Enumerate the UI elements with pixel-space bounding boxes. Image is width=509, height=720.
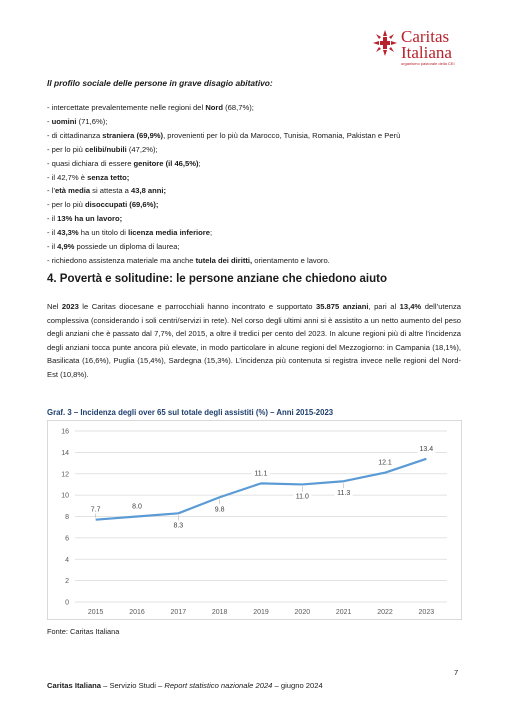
section-paragraph: Nel 2023 le Caritas diocesane e parrocchiali hanno incontrato e supportato 35.875 anziani, pari al 13,4% dell’utenza complessiva (considerando i soli centri/servizi in rete). Nel corso degli ultimi anni si è assistito a un netto aumento del peso degli anziani che è passato dal 7,7%, del 2015, a oltre il tredici per cento del 2023. In alcune regioni più di altre l’incidenza degli anziani tocca punte ancora più elevate, in modo particolare in alcune regioni del Mezzogiorno: in Campania (18,1%), Basilicata (16,6%), Puglia (15,4%), Sardegna (15,3%). L’incidenza più contenuta si registra invece nelle regioni del Nord-Est (10,8%). [47, 302, 462, 379]
data-label: 8.0 [132, 503, 142, 511]
list-item: - il 4,9% possiede un diploma di laurea; [47, 242, 180, 252]
x-tick-label: 2021 [335, 609, 352, 616]
list-item: - il 42,7% è senza tetto; [47, 172, 130, 182]
logo-name-line1: Caritas [401, 27, 450, 46]
page-footer: Caritas Italiana – Servizio Studi – Report statistico nazionale 2024 – giugno 2024 [47, 681, 323, 690]
list-item: - per lo più celibi/nubili (47,2%); [47, 144, 158, 154]
data-label: 13.4 [419, 445, 434, 453]
data-label: 7.7 [90, 506, 101, 514]
x-tick-label: 2018 [211, 609, 228, 616]
list-item: - il 13% ha un lavoro; [47, 214, 123, 224]
x-tick-label: 2023 [418, 609, 435, 616]
profile-heading: Il profilo sociale delle persone in grave disagio abitativo: [47, 78, 273, 88]
y-tick-label: 2 [65, 578, 69, 586]
x-tick-label: 2020 [294, 609, 311, 616]
data-label: 11.1 [254, 470, 268, 478]
x-tick-label: 2022 [377, 609, 393, 616]
y-tick-label: 10 [61, 492, 69, 500]
list-item: - intercettate prevalentemente nelle regioni del Nord (68,7%); [47, 103, 254, 112]
y-tick-label: 0 [65, 599, 69, 607]
y-tick-label: 14 [61, 449, 69, 457]
list-item: - di cittadinanza straniera (69,9%), provenienti per lo più da Marocco, Tunisia, Romania, Pakistan e Perù [47, 130, 401, 140]
x-tick-label: 2017 [170, 609, 187, 616]
logo-name-line2: Italiana [401, 43, 452, 62]
data-label: 11.0 [295, 493, 309, 501]
x-tick-label: 2016 [129, 609, 145, 616]
caritas-cross-logo-icon [371, 28, 399, 58]
data-label: 11.3 [337, 490, 351, 498]
list-item: - l’età media si attesta a 43,8 anni; [47, 186, 167, 196]
list-item: - uomini (71,6%); [47, 116, 108, 126]
data-label: 8.3 [173, 522, 184, 530]
list-item: - il 43,3% ha un titolo di licenza media inferiore; [47, 228, 213, 238]
y-tick-label: 6 [65, 535, 69, 543]
data-label: 9.8 [214, 506, 225, 514]
data-label: 12.1 [378, 459, 392, 467]
x-tick-label: 2019 [253, 609, 269, 616]
list-item: - quasi dichiara di essere genitore (il 46,5%); [47, 158, 201, 168]
y-tick-label: 4 [65, 556, 69, 564]
page-number: 7 [454, 668, 459, 677]
profile-bullet-list [47, 101, 477, 268]
section-title: 4. Povertà e solitudine: le persone anziane che chiedono aiuto [47, 273, 387, 285]
list-item: - richiedono assistenza materiale ma anche tutela dei diritti, orientamento e lavoro. [47, 255, 330, 265]
logo-tagline: organismo pastorale della CEI [401, 61, 455, 66]
list-item: - per lo più disoccupati (69,6%); [47, 200, 159, 210]
chart-title: Graf. 3 – Incidenza degli over 65 sul totale degli assistiti (%) – Anni 2015-2023 [47, 408, 334, 417]
line-chart [47, 420, 462, 620]
x-tick-label: 2015 [87, 609, 104, 616]
y-tick-label: 16 [61, 428, 69, 436]
y-tick-label: 8 [65, 514, 69, 521]
chart-source: Fonte: Caritas Italiana [47, 627, 120, 636]
series-line [96, 459, 427, 520]
y-tick-label: 12 [61, 471, 69, 479]
caritas-logo [371, 26, 461, 68]
